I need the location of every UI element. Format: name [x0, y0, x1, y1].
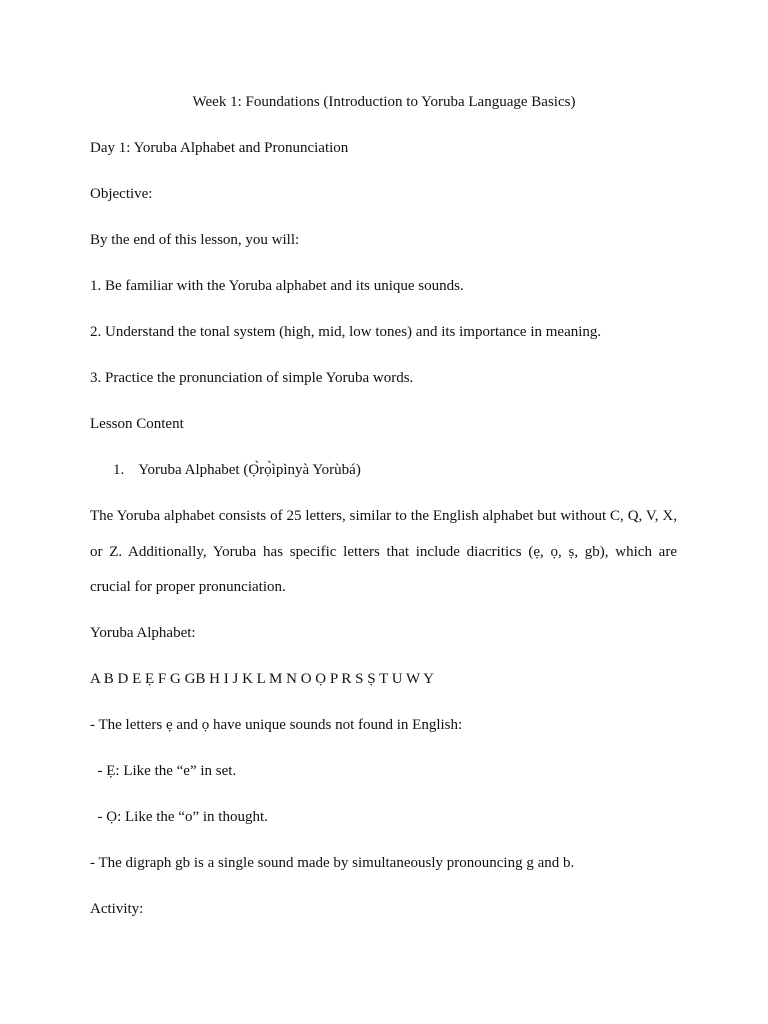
- alphabet-label: Yoruba Alphabet:: [90, 625, 196, 641]
- objective-item-1: 1. Be familiar with the Yoruba alphabet and its unique sounds.: [90, 278, 464, 294]
- section-heading-alphabet: [113, 460, 673, 480]
- objective-item-2: 2. Understand the tonal system (high, mid, low tones) and its importance in meaning.: [90, 324, 602, 340]
- objective-item-3: 3. Practice the pronunciation of simple Yoruba words.: [90, 370, 414, 386]
- intro-text: By the end of this lesson, you will:: [90, 232, 300, 248]
- note-unique-sounds: - The letters ẹ and ọ have unique sounds not found in English:: [90, 717, 463, 733]
- section-title: Yoruba Alphabet (Ọ̀rọ̀ìpìnyà Yorùbá): [138, 462, 361, 478]
- lesson-content-label: Lesson Content: [90, 416, 184, 432]
- activity-label: Activity:: [90, 901, 144, 917]
- objective-label: Objective:: [90, 186, 153, 202]
- note-e-dot: - Ẹ: Like the “e” in set.: [90, 763, 237, 779]
- note-digraph-gb: - The digraph gb is a single sound made by simultaneously pronouncing g and b.: [90, 855, 575, 871]
- paragraph-line-3: crucial for proper pronunciation.: [90, 579, 286, 595]
- paragraph-line-1: The Yoruba alphabet consists of 25 letters, similar to the English alphabet but without C, Q, V, X,: [90, 508, 677, 524]
- paragraph-line-2: or Z. Additionally, Yoruba has specific letters that include diacritics (ẹ, ọ, ṣ, gb), which are: [90, 544, 677, 560]
- day-heading: Day 1: Yoruba Alphabet and Pronunciation: [90, 140, 349, 156]
- section-number: 1.: [113, 462, 125, 478]
- alphabet-letters: A B D E Ẹ F G GB H I J K L M N O Ọ P R S Ṣ T U W Y: [90, 671, 434, 687]
- note-o-dot: - Ọ: Like the “o” in thought.: [90, 809, 268, 825]
- document-title: Week 1: Foundations (Introduction to Yoruba Language Basics): [192, 94, 576, 110]
